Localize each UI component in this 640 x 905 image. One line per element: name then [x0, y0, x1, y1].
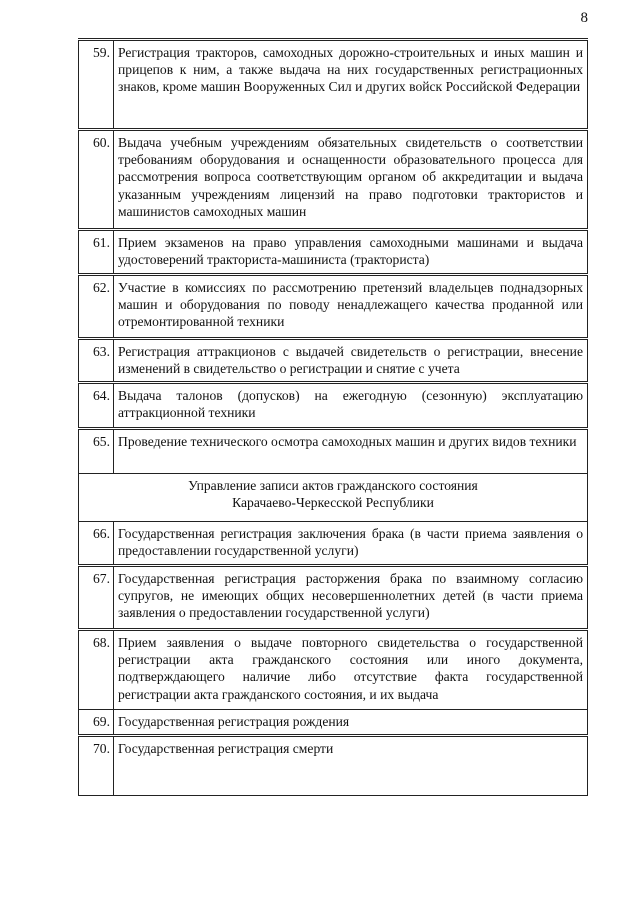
- row-text: Прием экзаменов на право управления самоходными машинами и выдача удостоверений тракториста-машиниста (тракториста): [114, 230, 588, 275]
- row-number: 59.: [79, 40, 114, 130]
- table-row: [79, 230, 588, 275]
- row-text: Государственная регистрация расторжения брака по взаимному согласию супругов, не имеющих общих несовершеннолетних детей (в части приема заявления о предоставлении государственной услуги): [114, 566, 588, 630]
- row-text: Прием заявления о выдаче повторного свидетельства о государственной регистрации акта гражданского состояния или иного документа, подтверждающего наличие либо отсутствие факта государственной регистрации акта гражданского состояния, и их выдача: [114, 630, 588, 710]
- page-number: 8: [580, 10, 588, 26]
- row-number: 70.: [79, 736, 114, 796]
- row-text: Регистрация тракторов, самоходных дорожно-строительных и иных машин и прицепов к ним, а также выдача на них государственных регистрационных знаков, кроме машин Вооруженных Сил и других войск Российской Федерации: [114, 40, 588, 130]
- table-row: [79, 522, 588, 566]
- section-title-line-1: Управление записи актов гражданского состояния: [188, 478, 478, 493]
- row-text: Выдача учебным учреждениям обязательных свидетельств о соответствии требованиям оборудования и оснащенности образовательного процесса для рассмотрения вопроса соответствующим органом об аккредитации и выдача указанным учреждениям лицензий на право подготовки трактористов и машинистов самоходных машин: [114, 130, 588, 230]
- table-row: [79, 275, 588, 339]
- table-row: [79, 566, 588, 630]
- section-title-line-2: Карачаево-Черкесской Республики: [232, 495, 434, 511]
- table-row: [79, 736, 588, 796]
- section-header: [79, 474, 588, 522]
- table-row: [79, 40, 588, 130]
- row-text: Проведение технического осмотра самоходных машин и других видов техники: [114, 429, 588, 474]
- row-number: 60.: [79, 130, 114, 230]
- table-row: [79, 339, 588, 383]
- row-text: Участие в комиссиях по рассмотрению претензий владельцев поднадзорных машин и оборудования по поводу ненадлежащего качества проданной или отремонтированной техники: [114, 275, 588, 339]
- row-number: 61.: [79, 230, 114, 275]
- row-text: Регистрация аттракционов с выдачей свидетельств о регистрации, внесение изменений в свидетельство о регистрации и снятие с учета: [114, 339, 588, 383]
- row-text: Государственная регистрация рождения: [114, 710, 588, 736]
- row-text: Государственная регистрация заключения брака (в части приема заявления о предоставлении государственной услуги): [114, 522, 588, 566]
- row-number: 63.: [79, 339, 114, 383]
- table-row: [79, 383, 588, 429]
- table-row: [79, 429, 588, 474]
- table-row: [79, 710, 588, 736]
- row-text: Выдача талонов (допусков) на ежегодную (сезонную) эксплуатацию аттракционной техники: [114, 383, 588, 429]
- services-table: [78, 38, 588, 796]
- row-number: 65.: [79, 429, 114, 474]
- row-number: 67.: [79, 566, 114, 630]
- row-number: 64.: [79, 383, 114, 429]
- row-number: 62.: [79, 275, 114, 339]
- row-number: 66.: [79, 522, 114, 566]
- table-row: [79, 130, 588, 230]
- table-row: [79, 630, 588, 710]
- row-number: 69.: [79, 710, 114, 736]
- row-number: 68.: [79, 630, 114, 710]
- row-text: Государственная регистрация смерти: [114, 736, 588, 796]
- section-header-row: [79, 474, 588, 522]
